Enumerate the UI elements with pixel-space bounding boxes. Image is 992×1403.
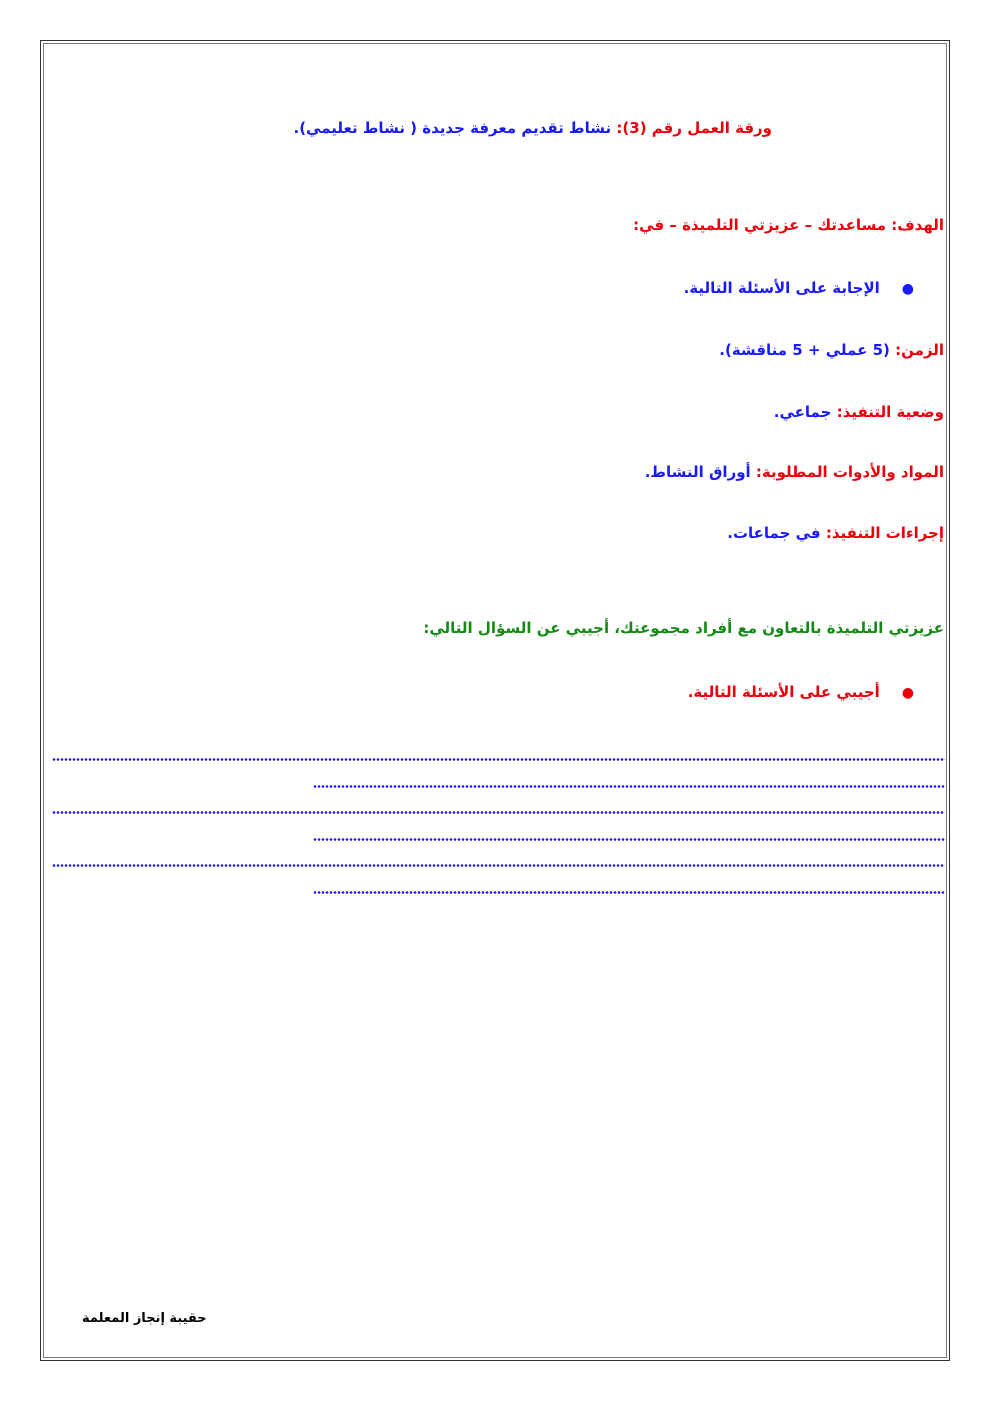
answer-dotted-line [52,864,945,867]
answer-dotted-line [313,838,945,841]
question-bullet-item [688,682,914,703]
procedures-row [727,523,944,543]
worksheet-title [294,118,773,138]
mode-value: جماعي. [773,403,832,421]
goal-bullet-item [684,278,914,299]
mode-row [774,402,944,422]
bullet-icon: ● [901,281,914,297]
goal-bullet-text: الإجابة على الأسئلة التالية. [683,279,880,297]
answer-dotted-line [313,785,945,788]
time-row [719,340,944,360]
answer-dotted-line [313,891,945,894]
time-value: (5 عملي + 5 مناقشة). [719,341,890,359]
worksheet-title-label: ورقة العمل رقم (3): [616,119,772,137]
bullet-icon: ● [901,685,914,701]
mode-label: وضعية التنفيذ: [836,403,944,421]
procedures-label: إجراءات التنفيذ: [825,524,944,542]
procedures-value: في جماعات. [727,524,821,542]
worksheet-title-text: نشاط تقديم معرفة جديدة ( نشاط تعليمي). [293,119,612,137]
question-bullet-text: أجيبي على الأسئلة التالية. [687,683,880,701]
instruction-text: عزيزتي التلميذة بالتعاون مع أفراد مجموعتك، أجيبي عن السؤال التالي: [423,619,944,637]
materials-value: أوراق النشاط. [644,463,751,481]
answer-dotted-line [52,758,945,761]
materials-label: المواد والأدوات المطلوبة: [755,463,944,481]
goal-label: الهدف: مساعدتك – عزيزتي التلميذة – في: [633,216,944,234]
materials-row [645,462,944,482]
answer-dotted-line [52,811,945,814]
footer-text: حقيبة إنجاز المعلمة [82,1311,207,1326]
time-label: الزمن: [895,341,944,359]
